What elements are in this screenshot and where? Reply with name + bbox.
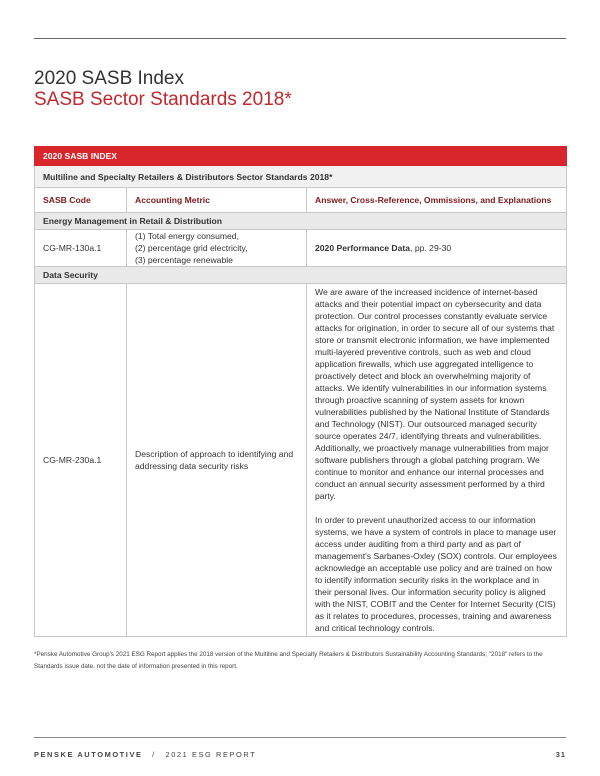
footer-separator: / [152,750,156,759]
table-banner: 2020 SASB INDEX [35,147,567,166]
answer-pages: , pp. 29-30 [410,243,452,253]
table-row [35,284,567,637]
footer-report-label [34,750,256,759]
table-row [35,230,567,267]
answer-paragraph: In order to prevent unauthorized access to our information systems, we have a system of controls in place to manage user access under auditing from a third party and as part of management's Sarbanes-Oxley (SOX) controls. Our employees acknowledge an acceptable use policy and are trained on how to identify information security risks in the workplace and in their personal lives. Our information security policy is aligned with the NIST, COBIT and the Center for Internet Security (CIS) as it relates to procedures, processes, training and awareness and critical technology controls. [315,515,557,633]
answer-cell [307,284,567,637]
accounting-metric: Description of approach to identifying and addressing data security risks [127,284,307,637]
sasb-code: CG-MR-130a.1 [35,230,127,267]
top-rule [34,38,566,39]
topic-energy-management: Energy Management in Retail & Distribution [35,213,567,230]
column-header-answer: Answer, Cross-Reference, Ommissions, and Explanations [307,188,567,213]
sector-title: Multiline and Specialty Retailers & Distributors Sector Standards 2018* [35,166,567,188]
sasb-code: CG-MR-230a.1 [35,284,127,637]
topic-row [35,267,567,284]
banner-row [35,147,567,166]
bottom-rule [34,737,566,738]
sector-row [35,166,567,188]
accounting-metric [127,230,307,267]
column-header-row [35,188,567,213]
footer-company: PENSKE AUTOMOTIVE [34,750,143,759]
column-header-code: SASB Code [35,188,127,213]
answer-paragraph: We are aware of the increased incidence of internet-based attacks and their potential impact on cybersecurity and data protection. Our control processes constantly evaluate service attacks for origination, in order to secure all of our systems that store or transmit electronic information, we have implemented multi-layered preventive controls, such as web and cloud application firewalls, which use aggregated intelligence to proactively detect and block an overwhelming majority of attacks. We identify vulnerabilities in our information systems through proactive scanning of system assets for known vulnerabilities published by the National Institute of Standards and Technology (NIST). Our outsourced managed security source operates 24/7, identifying threats and vulnerabilities. Additionally, we proactively manage vulnerabilities from major software publishers through a global patching program. We continue to monitor and enhance our internal processes and conduct an annual security assessment performed by a third party. [315,287,555,501]
sasb-index-table [34,146,567,637]
answer-cell [307,230,567,267]
column-header-metric: Accounting Metric [127,188,307,213]
page-number: 31 [555,750,566,759]
page-subtitle: SASB Sector Standards 2018* [34,89,292,110]
topic-data-security: Data Security [35,267,567,284]
page-title: 2020 SASB Index [34,68,184,89]
metric-line: (1) Total energy consumed, [135,231,239,241]
footer-report: 2021 ESG REPORT [165,750,257,759]
metric-line: (2) percentage grid electricity, [135,243,248,253]
answer-reference: 2020 Performance Data [315,243,411,253]
topic-row [35,213,567,230]
metric-line: (3) percentage renewable [135,255,233,265]
footnote: *Penske Automotive Group's 2021 ESG Report applies the 2018 version of the Multiline and Specialty Retailers & Distributors Sustainability Accounting Standards; "2018" refers to the Standards issue date, not the date of information presented in this report. [34,651,543,670]
